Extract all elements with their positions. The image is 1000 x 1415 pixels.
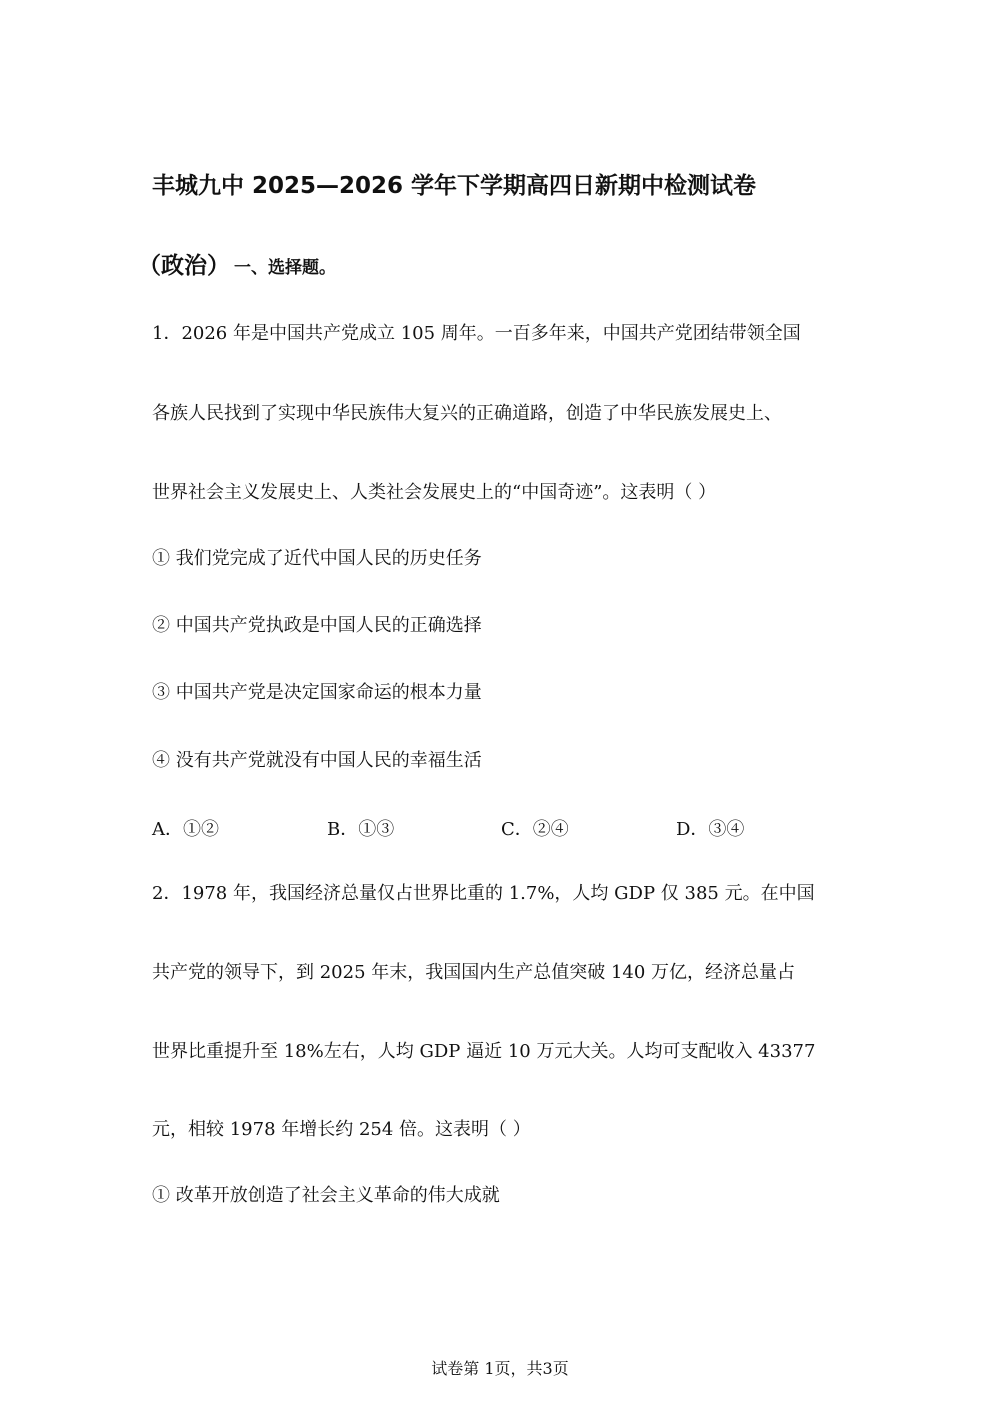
subtitle bbox=[138, 247, 336, 280]
question-2-line-2: 共产党的领导下，到 2025 年末，我国国内生产总值突破 140 万亿，经济总量占 bbox=[152, 962, 796, 983]
question-1-statement-3: ③ 中国共产党是决定国家命运的根本力量 bbox=[152, 682, 482, 703]
question-1-line-3: 世界社会主义发展史上、人类社会发展史上的“中国奇迹”。这表明（ ） bbox=[152, 482, 717, 503]
choice-c: C．②④ bbox=[501, 819, 569, 840]
page-footer: 试卷第 1页，共3页 bbox=[431, 1359, 569, 1378]
question-2-line-1: 2．1978 年，我国经济总量仅占世界比重的 1.7%，人均 GDP 仅 385 元。在中国 bbox=[152, 883, 815, 904]
question-1-choices bbox=[152, 815, 852, 839]
question-1-statement-1: ① 我们党完成了近代中国人民的历史任务 bbox=[152, 548, 482, 569]
choice-d: D．③④ bbox=[676, 819, 745, 840]
question-2-statement-1: ① 改革开放创造了社会主义革命的伟大成就 bbox=[152, 1185, 500, 1206]
question-1-statement-4: ④ 没有共产党就没有中国人民的幸福生活 bbox=[152, 750, 482, 771]
question-1-line-2: 各族人民找到了实现中华民族伟大复兴的正确道路，创造了中华民族发展史上、 bbox=[152, 403, 782, 424]
question-2-line-3: 世界比重提升至 18%左右，人均 GDP 逼近 10 万元大关。人均可支配收入 43377 bbox=[152, 1041, 816, 1062]
choice-b: B．①③ bbox=[327, 819, 395, 840]
question-1-line-1: 1．2026 年是中国共产党成立 105 周年。一百多年来，中国共产党团结带领全国 bbox=[152, 323, 801, 344]
choice-a: A．①② bbox=[152, 819, 219, 840]
question-1-statement-2: ② 中国共产党执政是中国人民的正确选择 bbox=[152, 615, 482, 636]
exam-title: 丰城九中 2025—2026 学年下学期高四日新期中检测试卷 bbox=[152, 173, 757, 199]
question-2-line-4: 元，相较 1978 年增长约 254 倍。这表明（ ） bbox=[152, 1119, 531, 1140]
subject-label: （政治） bbox=[138, 253, 230, 279]
section-heading: 一、选择题。 bbox=[234, 258, 336, 278]
